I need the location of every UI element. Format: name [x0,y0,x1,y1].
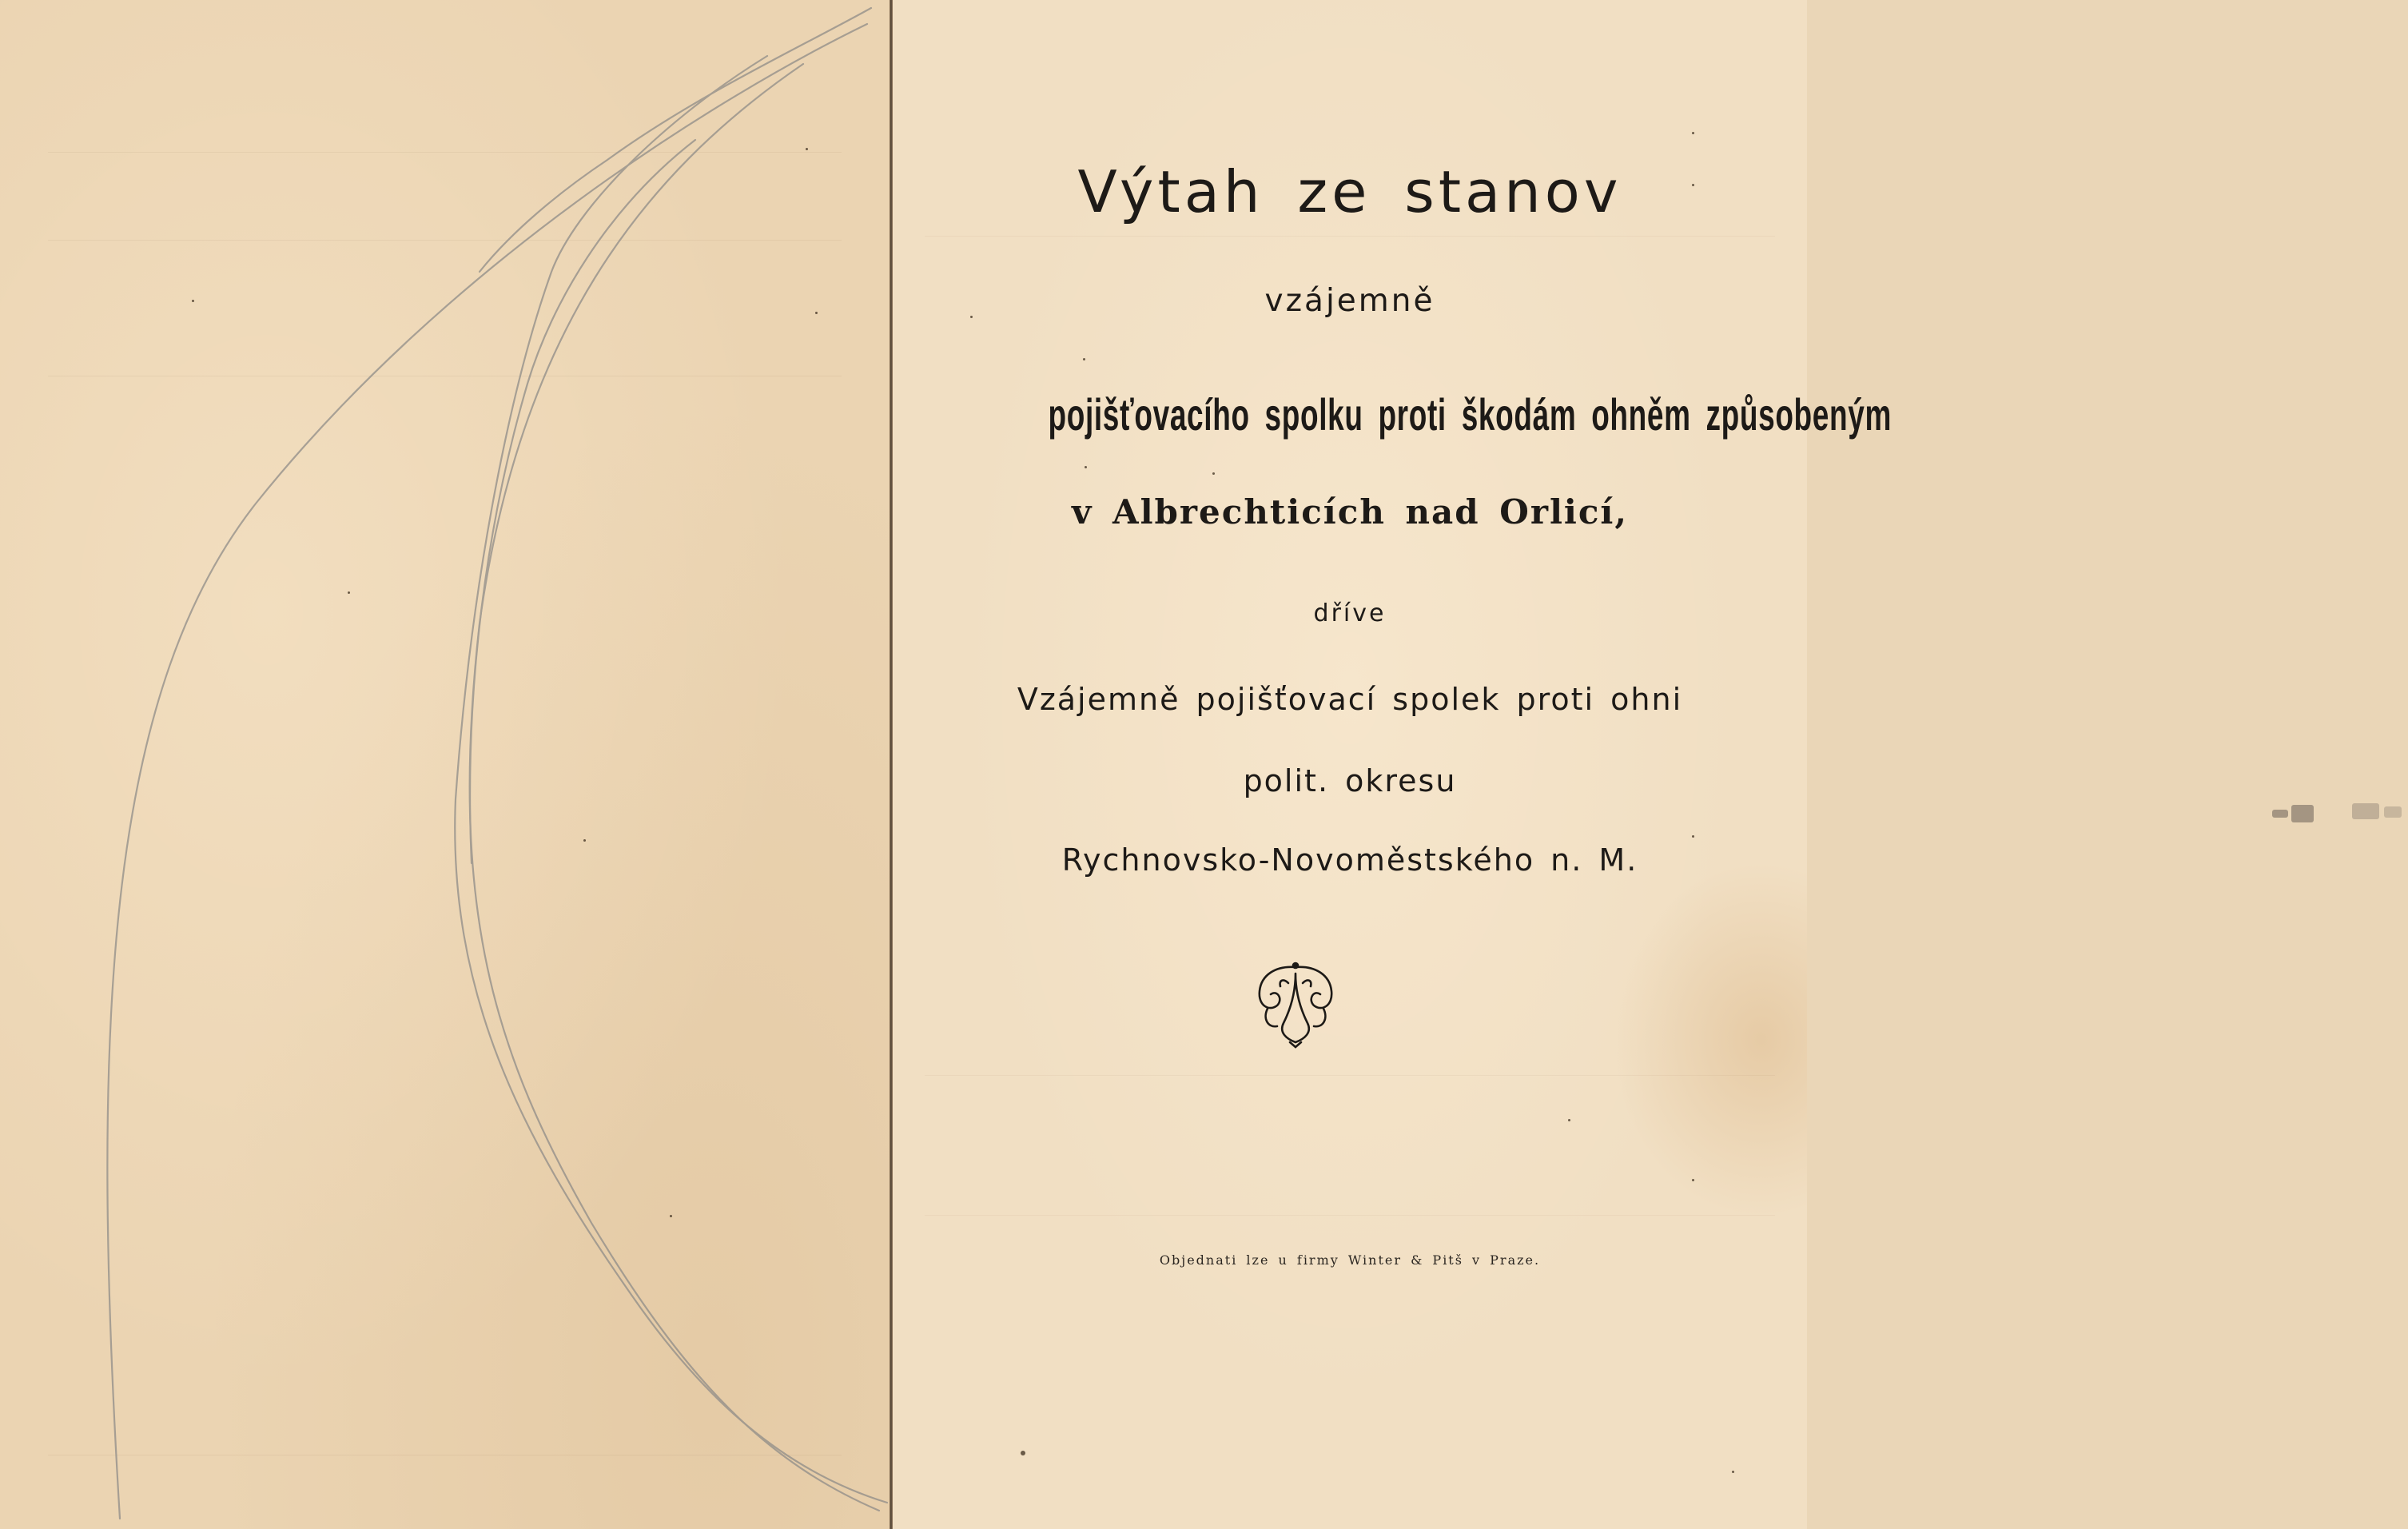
paper-speck [1085,466,1087,468]
paper-speck [348,591,350,594]
paper-speck [192,300,194,302]
paper-speck [806,148,808,150]
paper-speck [1692,835,1694,838]
show-through-line [925,1075,1775,1076]
former-name-line-2: polit. okresu [1243,763,1457,798]
paper-speck [1692,184,1694,186]
paper-speck [1212,472,1215,475]
paper-speck [1692,132,1694,134]
publisher-imprint: Objednati lze u firmy Winter & Pitš v Praze. [1159,1252,1541,1268]
show-through-line [925,1215,1775,1216]
document-title: Výtah ze stanov [1077,158,1622,225]
paper-speck [670,1215,672,1217]
former-name-line-3: Rychnovsko-Novoměstského n. M. [1061,842,1638,878]
printer-vignette-icon [1252,959,1339,1047]
paper-speck [1083,358,1085,360]
faint-stamp-smudge-icon [2272,803,2408,827]
paper-speck [583,839,586,842]
subtitle-location: v Albrechticích nad Orlicí, [1071,492,1629,532]
former-name-line-1: Vzájemně pojišťovací spolek proti ohni [1017,682,1683,717]
title-page [893,0,1892,1529]
paper-speck [1021,1451,1025,1455]
subtitle-insurance-association: pojišťovacího spolku proti škodám ohněm způsobeným [1048,389,1892,440]
paper-speck [1568,1119,1570,1121]
pencil-scribble-icon [0,0,890,1529]
left-page-blank [0,0,890,1529]
paper-speck [970,316,973,318]
paper-speck [815,312,818,314]
show-through-line [925,236,1775,237]
paper-speck [1732,1471,1734,1473]
paper-speck [1692,1179,1694,1181]
former-label: dříve [1313,599,1387,627]
subtitle-mutual: vzájemně [1264,283,1435,319]
